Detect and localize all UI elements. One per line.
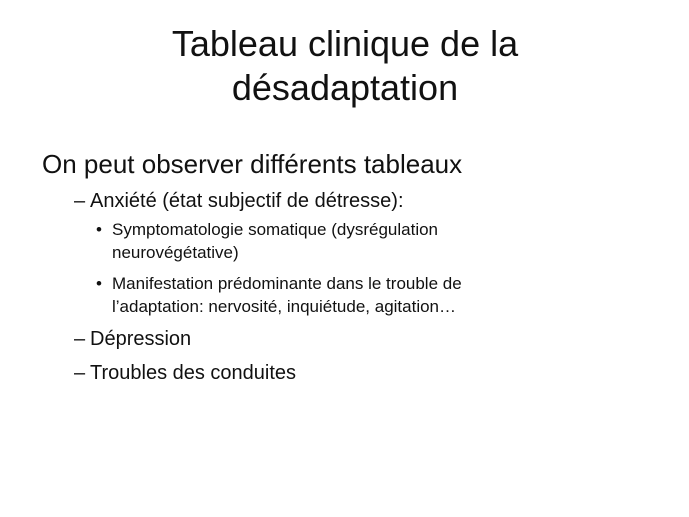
subitem-manifestation [42,272,662,318]
dash-marker: – [74,190,86,212]
subitem-somatic-line-1: Symptomatologie somatique (dysrégulation [112,220,439,239]
main-point: On peut observer différents tableaux [42,149,463,179]
slide-title-line-2: désadaptation [231,67,459,108]
item-anxiety-label: Anxiété (état subjectif de détresse): [90,190,404,212]
slide-title [60,22,630,110]
item-conduct-disorders [42,360,662,386]
dash-marker: – [74,362,86,384]
item-conduct-disorders-label: Troubles des conduites [90,362,297,384]
subitem-somatic [42,218,662,264]
dash-marker: – [74,328,86,350]
subitem-manifestation-line-2: l’adaptation: nervosité, inquiétude, agitation… [112,297,457,316]
item-depression-label: Dépression [90,328,192,350]
subitem-somatic-line-2: neurovégétative) [112,243,239,262]
slide-content [42,148,662,386]
item-anxiety [42,188,662,214]
anxiety-subitems [42,218,662,318]
subitem-manifestation-line-1: Manifestation prédominante dans le trouble de [112,274,462,293]
item-depression [42,326,662,352]
bullet-marker: • [96,274,102,293]
slide-title-line-1: Tableau clinique de la [171,23,519,64]
bullet-marker: • [96,220,102,239]
